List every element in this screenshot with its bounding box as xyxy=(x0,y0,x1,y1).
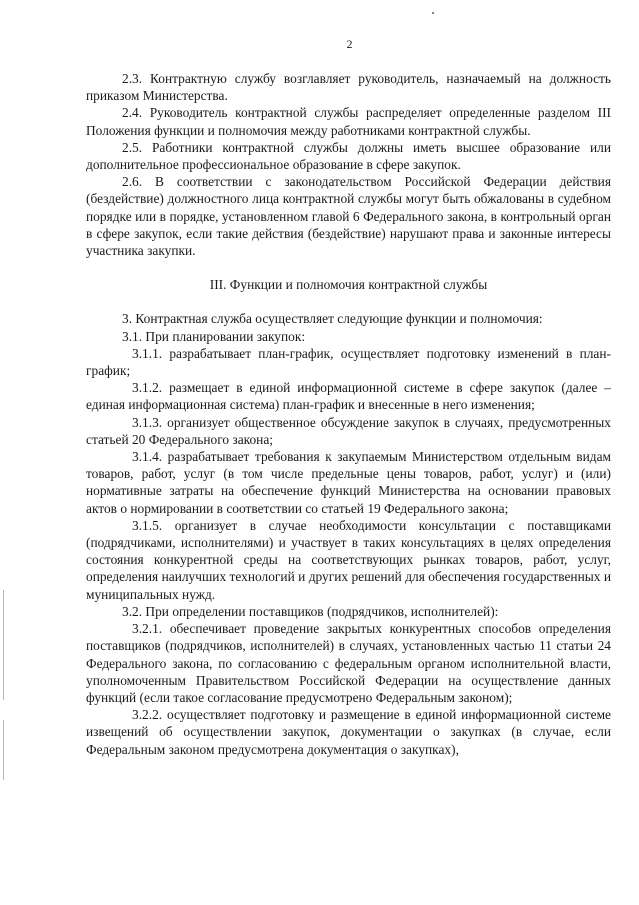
paragraph-3: 3. Контрактная служба осуществляет следующие функции и полномочия: xyxy=(122,311,543,327)
paragraph-2-5: 2.5. Работники контрактной службы должны иметь высшее образование или дополнительное профессиональное образование в сфере закупок. xyxy=(86,139,611,173)
paragraph-3-1-5: 3.1.5. организует в случае необходимости консультации с поставщиками (подрядчиками, исполнителями) и участвует в таких консультациях в целях определения состояния конкурентной среды на соответствующих рынках товаров, работ, услуг, определения наилучших технологий и других решений для обеспечения государственных и муниципальных нужд. xyxy=(86,517,611,602)
paragraph-2-3: 2.3. Контрактную службу возглавляет руководитель, назначаемый на должность приказом Министерства. xyxy=(86,71,611,104)
paragraph-2-6: 2.6. В соответствии с законодательством Российской Федерации действия (бездействие) должностного лица контрактной службы могут быть обжалованы в судебном порядке или в порядке, установленном главой 6 Федерального закона, в контрольный орган в сфере закупок, если такие действия (бездействие) нарушают права и законные интересы участника закупки. xyxy=(86,174,611,259)
paragraph-3-2: 3.2. При определении поставщиков (подрядчиков, исполнителей): xyxy=(122,603,499,619)
paragraph-2-4: 2.4. Руководитель контрактной службы распределяет определенные разделом III Положения функции и полномочия между работниками контрактной службы. xyxy=(86,105,611,138)
paragraph-3-1-1: 3.1.1. разрабатывает план-график, осуществляет подготовку изменений в план-график; xyxy=(86,345,611,379)
scan-binding-mark xyxy=(3,720,4,780)
paragraph-3-1-2: 3.1.2. размещает в единой информационной системе в сфере закупок (далее – единая информационная система) план-график и внесенные в него изменения; xyxy=(86,380,611,413)
scan-binding-mark xyxy=(3,590,4,700)
document-body xyxy=(86,70,611,758)
paragraph-3-2-1: 3.2.1. обеспечивает проведение закрытых конкурентных способов определения поставщиков (подрядчиков, исполнителей) в случаях, установленных частью 11 статьи 24 Федерального закона, по согласованию с федеральным органом исполнительной власти, уполномоченным Правительством Российской Федерации на осуществление данных функций (если такое согласование предусмотрено Федеральным законом); xyxy=(86,621,611,705)
paragraph-3-1-3: 3.1.3. организует общественное обсуждение закупок в случаях, предусмотренных статьей 20 Федерального закона; xyxy=(86,414,611,447)
scan-speck xyxy=(432,12,434,14)
paragraph-3-2-2: 3.2.2. осуществляет подготовку и размещение в единой информационной системе извещений об осуществлении закупок, документации о закупках (в случае, если Федеральным законом предусмотрена документация о закупках), xyxy=(86,707,611,757)
paragraph-3-1: 3.1. При планировании закупок: xyxy=(122,328,306,344)
paragraph-3-1-4: 3.1.4. разрабатывает требования к закупаемым Министерством отдельным видам товаров, работ, услуг (в том числе предельные цены товаров, работ, услуг) и (или) нормативные затраты на обеспечение функций Министерства на основании правовых актов о нормировании в соответствии со статьей 19 Федерального закона; xyxy=(86,449,611,516)
page-number: 2 xyxy=(346,37,353,51)
section-heading: III. Функции и полномочия контрактной службы xyxy=(209,277,488,293)
